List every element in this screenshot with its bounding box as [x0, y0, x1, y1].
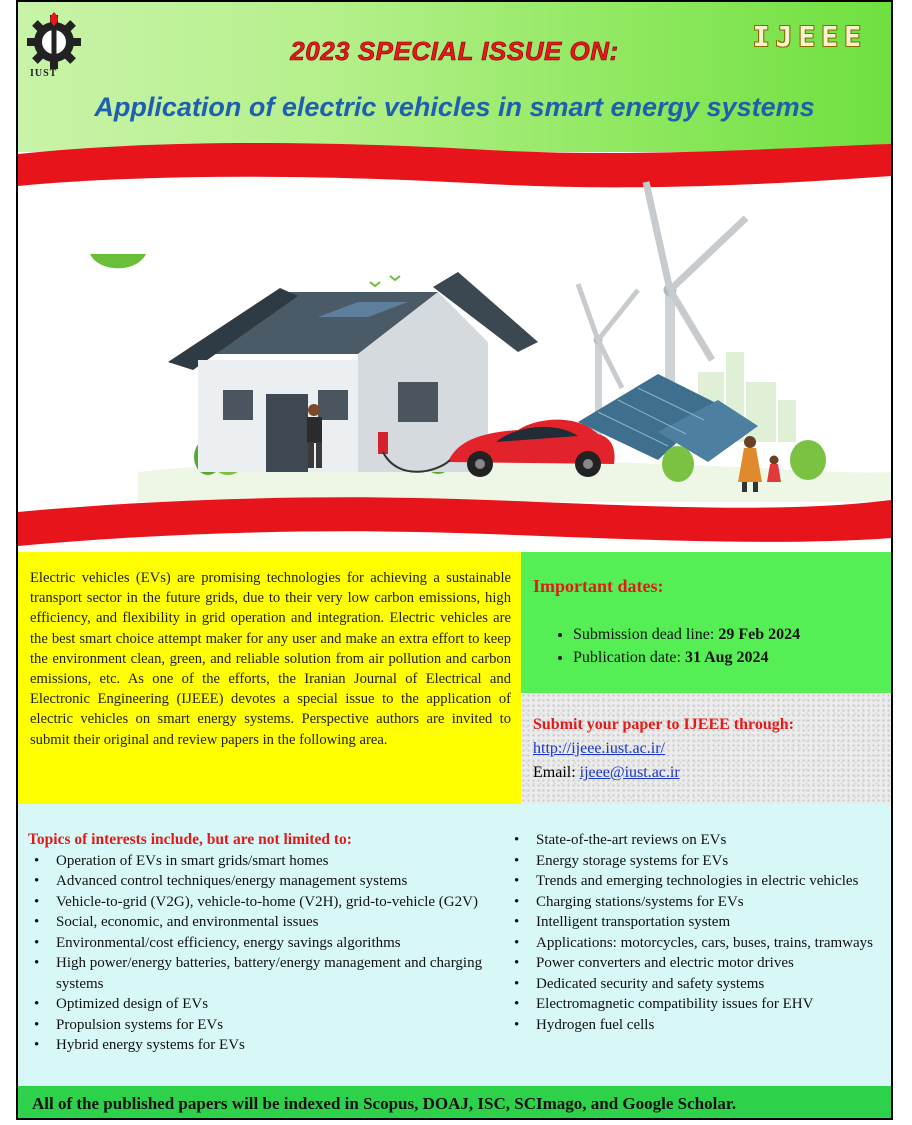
topic-item: • State-of-the-art reviews on EVs — [508, 830, 886, 851]
topic-item: • Advanced control techniques/energy management systems — [28, 871, 496, 892]
journal-logo-text: IJEEE — [752, 20, 867, 53]
topic-item: • Operation of EVs in smart grids/smart homes — [28, 851, 496, 872]
issue-subtitle: Application of electric vehicles in smart energy systems — [94, 92, 815, 122]
topic-item: • Social, economic, and environmental issues — [28, 912, 496, 933]
email-link[interactable]: ijeee@iust.ac.ir — [579, 764, 680, 781]
topic-item: • Dedicated security and safety systems — [508, 974, 886, 995]
topic-item: • Applications: motorcycles, cars, buses, trains, tramways — [508, 933, 886, 954]
topic-item: • Energy storage systems for EVs — [508, 851, 886, 872]
topic-item: • Intelligent transportation system — [508, 912, 886, 933]
important-dates-panel — [521, 552, 891, 693]
topic-item: • Charging stations/systems for EVs — [508, 892, 886, 913]
topic-item: • Hybrid energy systems for EVs — [28, 1035, 496, 1056]
email-label: Email: — [533, 764, 580, 781]
special-issue-heading: 2023 SPECIAL ISSUE ON: — [290, 36, 619, 66]
important-dates-title: Important dates: — [533, 576, 664, 596]
topics-section — [18, 804, 891, 1086]
poster — [16, 0, 893, 1120]
date-item: • Publication date: 31 Aug 2024 — [573, 646, 879, 669]
hero-illustration — [18, 142, 891, 547]
logo-caption: IUST — [30, 68, 58, 79]
topic-item: • Electromagnetic compatibility issues for EHV — [508, 994, 886, 1015]
topic-item: • Propulsion systems for EVs — [28, 1015, 496, 1036]
topics-heading: Topics of interests include, but are not limited to: — [28, 831, 352, 848]
topic-item: • Optimized design of EVs — [28, 994, 496, 1015]
topic-item: • Power converters and electric motor drives — [508, 953, 886, 974]
topic-item: • Trends and emerging technologies in electric vehicles — [508, 871, 886, 892]
topic-item: • Environmental/cost efficiency, energy savings algorithms — [28, 933, 496, 954]
submission-title: Submit your paper to IJEEE through: — [533, 716, 794, 733]
topics-column-left — [28, 830, 496, 1056]
poster-header — [18, 2, 891, 152]
topics-column-right — [508, 830, 886, 1035]
submission-panel — [521, 693, 891, 804]
topic-item: • Vehicle-to-grid (V2G), vehicle-to-home (V2H), grid-to-vehicle (G2V) — [28, 892, 496, 913]
topic-item: • High power/energy batteries, battery/energy management and charging systems — [28, 953, 496, 994]
indexing-footer: All of the published papers will be indexed in Scopus, DOAJ, ISC, SCImago, and Google Scholar. — [18, 1086, 891, 1120]
date-item: • Submission dead line: 29 Feb 2024 — [573, 623, 879, 646]
topic-item: • Hydrogen fuel cells — [508, 1015, 886, 1036]
journal-website-link[interactable]: http://ijeee.iust.ac.ir/ — [533, 740, 665, 757]
abstract-paragraph: Electric vehicles (EVs) are promising technologies for achieving a sustainable transport sector in the future grids, due to their very low carbon emissions, high efficiency, and flexibility in grid operation and integration. Electric vehicles are the best smart choice attempt maker for any user and make an extra effort to keep the environment clean, green, and reliable solution from air pollution and carbon emissions, etc. As one of the efforts, the Iranian Journal of Electrical and Electronic Engineering (IJEEE) devotes a special issue to the application of electric vehicles on smart energy systems. Perspective authors are invited to submit their original and review papers in the following area. — [18, 552, 521, 804]
